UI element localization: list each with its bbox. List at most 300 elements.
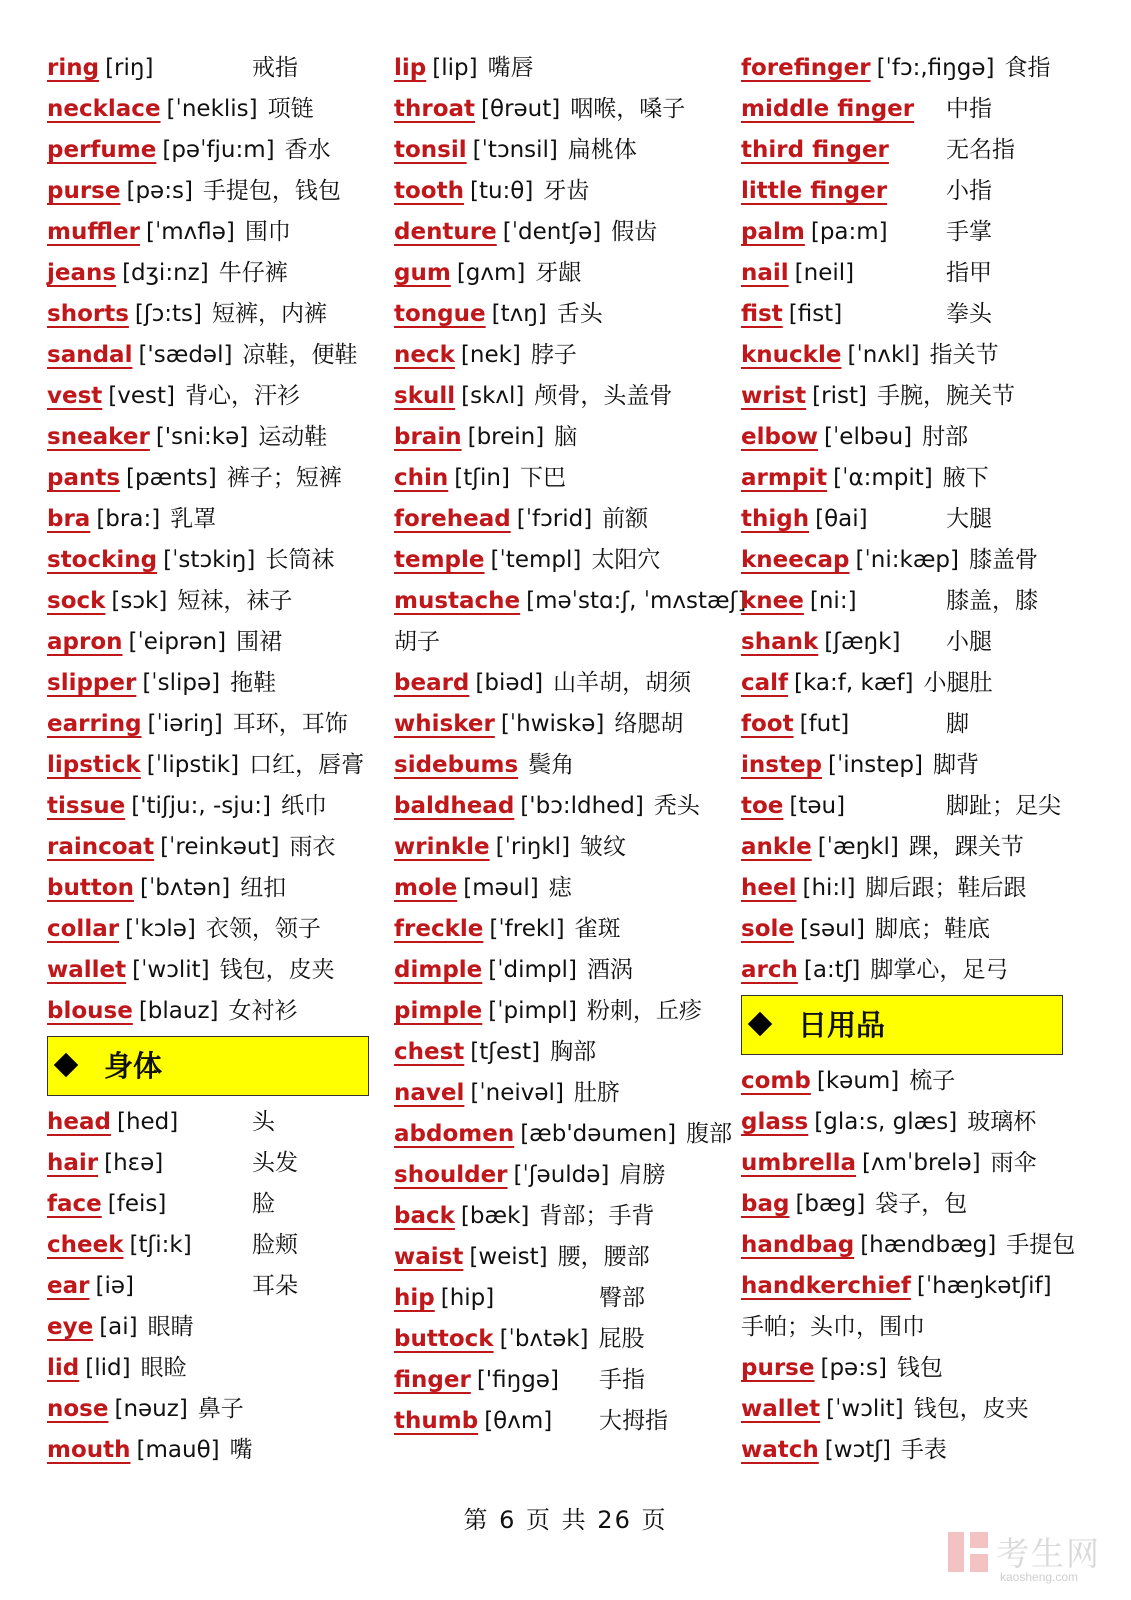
meaning: 膝盖，膝 xyxy=(946,588,1038,614)
phonetic: [ˈneklis] xyxy=(166,96,258,122)
vocab-word: chin xyxy=(394,465,449,491)
phonetic: [weist] xyxy=(469,1244,548,1270)
vocab-entry xyxy=(394,1319,724,1360)
meaning: 裤子；短裤 xyxy=(226,465,342,491)
meaning: 短袜，袜子 xyxy=(177,588,293,614)
vocab-entry xyxy=(741,663,1071,704)
phonetic: [ˈkɔlə] xyxy=(125,916,196,942)
meaning: 头 xyxy=(252,1109,275,1135)
vocab-word: necklace xyxy=(47,96,161,122)
vocab-entry xyxy=(47,130,377,171)
vocab-entry xyxy=(741,1389,1071,1430)
vocab-entry xyxy=(47,1389,377,1430)
meaning: 背心，汗衫 xyxy=(185,383,300,409)
phonetic: [fut] xyxy=(799,711,850,737)
vocab-word: tonsil xyxy=(394,137,467,163)
vocab-word: abdomen xyxy=(394,1121,515,1147)
meaning: 食指 xyxy=(1004,55,1051,81)
meaning: 围裙 xyxy=(236,629,283,655)
phonetic: [ˈreinkəut] xyxy=(160,834,280,860)
phonetic: [ˈbʌtən] xyxy=(140,875,231,901)
vocab-word: temple xyxy=(394,547,485,573)
vocab-entry xyxy=(394,827,724,868)
meaning: 雨衣 xyxy=(289,834,336,860)
vocab-entry xyxy=(741,1061,1071,1102)
meaning: 痣 xyxy=(548,875,572,901)
vocab-entry xyxy=(47,499,377,540)
meaning: 酒涡 xyxy=(586,957,633,983)
meaning: 背部；手背 xyxy=(539,1203,655,1229)
vocab-entry xyxy=(741,540,1071,581)
vocab-word: head xyxy=(47,1109,111,1135)
meaning: 大拇指 xyxy=(599,1408,668,1434)
vocab-entry xyxy=(394,786,724,827)
diamond-bullet-icon xyxy=(54,1053,78,1077)
meaning: 小腿肚 xyxy=(923,670,993,696)
vocab-entry xyxy=(741,909,1071,950)
vocab-entry xyxy=(741,48,1071,89)
meaning: 踝，踝关节 xyxy=(908,834,1024,860)
meaning: 手帕；头巾，围巾 xyxy=(741,1314,925,1340)
meaning: 脚背 xyxy=(933,752,980,778)
vocab-word: ring xyxy=(47,55,100,81)
vocab-entry xyxy=(741,786,1071,827)
meaning: 皱纹 xyxy=(580,834,627,860)
phonetic: [bra:] xyxy=(96,506,161,532)
vocab-word: sneaker xyxy=(47,424,150,450)
phonetic: ['bɔ:ldhed] xyxy=(520,793,644,819)
phonetic: [hip] xyxy=(440,1285,495,1311)
vocab-word: buttock xyxy=(394,1326,494,1352)
phonetic: [ˈinstep] xyxy=(828,752,924,778)
meaning: 牛仔裤 xyxy=(218,260,288,286)
phonetic: [pa:m] xyxy=(810,219,888,245)
vocab-word: pimple xyxy=(394,998,483,1024)
vocab-entry xyxy=(741,253,1071,294)
vocab-word: comb xyxy=(741,1068,811,1094)
vocab-entry xyxy=(741,130,1071,171)
meaning: 凉鞋，便鞋 xyxy=(242,342,358,368)
phonetic: ['sni:kə] xyxy=(155,424,249,450)
meaning: 脚 xyxy=(946,711,969,737)
phonetic: [biəd] xyxy=(475,670,544,696)
vocab-entry xyxy=(394,294,724,335)
phonetic: [brein] xyxy=(467,424,545,450)
vocab-word: third finger xyxy=(741,137,889,163)
vocab-entry xyxy=(741,827,1071,868)
vocab-word: tooth xyxy=(394,178,464,204)
vocab-entry xyxy=(741,212,1071,253)
phonetic: [ni:] xyxy=(809,588,857,614)
phonetic: [ˈtempl] xyxy=(490,547,582,573)
meaning: 咽喉，嗓子 xyxy=(570,96,686,122)
meaning: 眼睑 xyxy=(140,1355,187,1381)
meaning: 胸部 xyxy=(550,1039,597,1065)
vocab-word: freckle xyxy=(394,916,484,942)
meaning: 耳朵 xyxy=(252,1273,298,1299)
vocab-entry xyxy=(394,745,724,786)
phonetic: [feis] xyxy=(107,1191,167,1217)
diamond-bullet-icon xyxy=(748,1012,772,1036)
phonetic: [rist] xyxy=(812,383,867,409)
vocab-word: apron xyxy=(47,629,123,655)
vocab-word: ankle xyxy=(741,834,812,860)
section-title: 身体 xyxy=(104,1049,163,1083)
phonetic: [kəum] xyxy=(816,1068,900,1094)
phonetic: [ˈni:kæp] xyxy=(855,547,959,573)
phonetic: [ˈstɔkiŋ] xyxy=(163,547,256,573)
phonetic: [vest] xyxy=(108,383,175,409)
meaning: 前额 xyxy=(602,506,649,532)
logo-icon xyxy=(948,1532,988,1572)
meaning: 手表 xyxy=(900,1437,947,1463)
phonetic: [ʃɔ:ts] xyxy=(134,301,202,327)
vocab-entry xyxy=(741,1307,1071,1348)
vocab-entry xyxy=(47,1307,377,1348)
vocab-entry xyxy=(741,745,1071,786)
section-header xyxy=(741,995,1063,1055)
phonetic: [nek] xyxy=(460,342,521,368)
vocab-entry xyxy=(47,417,377,458)
meaning: 鼻子 xyxy=(197,1396,244,1422)
vocab-entry xyxy=(394,1032,724,1073)
vocab-word: face xyxy=(47,1191,102,1217)
meaning: 膝盖骨 xyxy=(969,547,1038,573)
vocab-entry xyxy=(741,1266,1071,1307)
vocab-entry xyxy=(741,335,1071,376)
vocab-entry xyxy=(394,1155,724,1196)
vocab-entry xyxy=(741,1184,1071,1225)
meaning: 小指 xyxy=(946,178,992,204)
meaning: 眼睛 xyxy=(147,1314,194,1340)
phonetic: [ˈdimpl] xyxy=(488,957,577,983)
phonetic: [fist] xyxy=(788,301,843,327)
vocab-word: calf xyxy=(741,670,789,696)
phonetic: [ˈhwiskə] xyxy=(500,711,605,737)
phonetic: [lid] xyxy=(85,1355,131,1381)
vocab-entry xyxy=(47,1102,377,1143)
section-title: 日用品 xyxy=(798,1008,886,1042)
vocab-entry xyxy=(47,581,377,622)
vocab-word: kneecap xyxy=(741,547,850,573)
phonetic: [tʃi:k] xyxy=(129,1232,192,1258)
meaning: 袋子，包 xyxy=(875,1191,968,1217)
vocab-word: wrinkle xyxy=(394,834,490,860)
meaning: 女衬衫 xyxy=(228,998,298,1024)
phonetic: [ka:f, kæf] xyxy=(794,670,914,696)
vocab-word: thumb xyxy=(394,1408,479,1434)
vocab-word: throat xyxy=(394,96,476,122)
meaning: 项链 xyxy=(267,96,314,122)
vocab-entry xyxy=(47,212,377,253)
section-header xyxy=(47,1036,369,1096)
vocab-word: back xyxy=(394,1203,455,1229)
meaning: 钱包，皮夹 xyxy=(913,1396,1029,1422)
vocab-word: shank xyxy=(741,629,819,655)
vocab-entry xyxy=(394,581,747,622)
vocab-entry xyxy=(47,909,377,950)
vocab-entry xyxy=(394,89,724,130)
vocab-word: thigh xyxy=(741,506,810,532)
phonetic: [məul] xyxy=(463,875,539,901)
meaning: 扁桃体 xyxy=(567,137,637,163)
vocab-entry xyxy=(741,417,1071,458)
vocab-entry xyxy=(741,499,1071,540)
phonetic: [ˈæŋkl] xyxy=(817,834,899,860)
meaning: 无名指 xyxy=(946,137,1015,163)
vocab-word: handbag xyxy=(741,1232,855,1258)
vocab-entry xyxy=(394,704,724,745)
phonetic: [neil] xyxy=(794,260,855,286)
vocab-word: elbow xyxy=(741,424,818,450)
vocab-word: stocking xyxy=(47,547,158,573)
vocab-word: cheek xyxy=(47,1232,124,1258)
vocab-word: pants xyxy=(47,465,121,491)
meaning: 围巾 xyxy=(244,219,291,245)
meaning: 络腮胡 xyxy=(614,711,684,737)
meaning: 大腿 xyxy=(946,506,992,532)
vocab-entry xyxy=(394,950,724,991)
vocab-entry xyxy=(47,868,377,909)
vocab-entry xyxy=(394,171,724,212)
watermark-url: kaosheng.com xyxy=(1000,1570,1079,1584)
phonetic: [wɔtʃ] xyxy=(824,1437,891,1463)
meaning: 指甲 xyxy=(946,260,992,286)
vocab-entry xyxy=(394,1196,724,1237)
phonetic: [pə:s] xyxy=(820,1355,887,1381)
vocab-entry xyxy=(741,1102,1071,1143)
vocab-entry xyxy=(47,48,377,89)
vocab-word: fist xyxy=(741,301,783,327)
vocab-word: hair xyxy=(47,1150,99,1176)
meaning: 乳罩 xyxy=(170,506,217,532)
vocab-entry xyxy=(394,1237,724,1278)
vocab-entry xyxy=(47,704,377,745)
vocab-entry xyxy=(741,1225,1076,1266)
vocab-word: blouse xyxy=(47,998,133,1024)
phonetic: [dʒi:nz] xyxy=(122,260,209,286)
vocab-word: foot xyxy=(741,711,794,737)
vocab-entry xyxy=(47,253,377,294)
meaning: 颅骨，头盖骨 xyxy=(534,383,673,409)
vocab-word: brain xyxy=(394,424,462,450)
meaning: 嘴唇 xyxy=(487,55,534,81)
meaning: 口红，唇膏 xyxy=(249,752,365,778)
vocab-word: sock xyxy=(47,588,106,614)
meaning: 长筒袜 xyxy=(265,547,335,573)
vocab-word: middle finger xyxy=(741,96,915,122)
vocab-entry xyxy=(394,212,724,253)
meaning: 臀部 xyxy=(599,1285,645,1311)
vocab-entry xyxy=(394,499,724,540)
vocab-word: mole xyxy=(394,875,458,901)
meaning: 纸巾 xyxy=(280,793,327,819)
phonetic: [hi:l] xyxy=(802,875,856,901)
phonetic: [ˈpimpl] xyxy=(488,998,577,1024)
vocab-word: watch xyxy=(741,1437,819,1463)
meaning: 脚后跟；鞋后跟 xyxy=(865,875,1027,901)
meaning: 腰，腰部 xyxy=(557,1244,650,1270)
phonetic: [ai] xyxy=(99,1314,138,1340)
phonetic: [a:tʃ] xyxy=(803,957,861,983)
meaning: 腹部 xyxy=(686,1121,733,1147)
meaning: 嘴 xyxy=(229,1437,253,1463)
meaning: 脸颊 xyxy=(252,1232,298,1258)
vocab-word: beard xyxy=(394,670,470,696)
vocab-entry xyxy=(394,253,724,294)
phonetic: [iə] xyxy=(95,1273,134,1299)
vocab-word: perfume xyxy=(47,137,157,163)
vocab-word: lipstick xyxy=(47,752,141,778)
meaning: 肩膀 xyxy=(619,1162,666,1188)
vocab-word: sole xyxy=(741,916,794,942)
vocab-entry xyxy=(394,1401,724,1442)
phonetic: [pænts] xyxy=(126,465,217,491)
vocab-word: vest xyxy=(47,383,103,409)
meaning: 钱包，皮夹 xyxy=(219,957,335,983)
meaning: 手提包，钱包 xyxy=(202,178,341,204)
meaning: 拳头 xyxy=(946,301,992,327)
vocab-word: sandal xyxy=(47,342,133,368)
phonetic: [ˈhæŋkətʃif] xyxy=(916,1273,1052,1299)
vocab-word: neck xyxy=(394,342,455,368)
phonetic: [ʌmˈbrelə] xyxy=(862,1150,981,1176)
phonetic: [hed] xyxy=(116,1109,179,1135)
vocab-entry xyxy=(741,950,1071,991)
phonetic: ['fiŋgə] xyxy=(476,1367,559,1393)
phonetic: [ˈfrekl] xyxy=(489,916,565,942)
vocab-word: little finger xyxy=(741,178,888,204)
vocab-word: instep xyxy=(741,752,823,778)
vocab-entry xyxy=(741,622,1071,663)
vocab-word: tongue xyxy=(394,301,486,327)
meaning: 脸 xyxy=(252,1191,275,1217)
phonetic: [riŋ] xyxy=(105,55,154,81)
vocab-entry xyxy=(47,1143,377,1184)
vocab-entry xyxy=(394,868,724,909)
vocab-entry xyxy=(394,335,724,376)
vocab-word: navel xyxy=(394,1080,465,1106)
watermark-text: 考生网 xyxy=(996,1534,1101,1573)
vocab-word: muffler xyxy=(47,219,140,245)
phonetic: ['sædəl] xyxy=(138,342,233,368)
phonetic: [ʃæŋk] xyxy=(824,629,901,655)
meaning: 运动鞋 xyxy=(258,424,328,450)
vocab-entry xyxy=(394,376,724,417)
vocab-word: forefinger xyxy=(741,55,871,81)
meaning: 假齿 xyxy=(611,219,658,245)
meaning: 香水 xyxy=(284,137,331,163)
phonetic: [ˈfɔ:,fiŋgə] xyxy=(876,55,995,81)
vocab-entry xyxy=(394,622,724,663)
meaning: 头发 xyxy=(252,1150,298,1176)
vocab-entry xyxy=(394,130,724,171)
vocab-word: purse xyxy=(741,1355,815,1381)
vocab-word: eye xyxy=(47,1314,94,1340)
meaning: 拖鞋 xyxy=(230,670,277,696)
phonetic: [ˈwɔlit] xyxy=(826,1396,904,1422)
vocab-entry xyxy=(741,868,1071,909)
vocab-word: shorts xyxy=(47,301,129,327)
phonetic: [ˈiəriŋ] xyxy=(147,711,223,737)
meaning: 玻璃杯 xyxy=(967,1109,1037,1135)
vocab-word: hip xyxy=(394,1285,435,1311)
meaning: 梳子 xyxy=(909,1068,956,1094)
phonetic: [ˈbʌtək] xyxy=(499,1326,589,1352)
phonetic: [hɛə] xyxy=(104,1150,164,1176)
vocab-entry xyxy=(741,458,1071,499)
vocab-entry xyxy=(47,827,377,868)
phonetic: [tu:θ] xyxy=(469,178,534,204)
phonetic: [skʌl] xyxy=(461,383,525,409)
phonetic: [gla:s, glæs] xyxy=(814,1109,958,1135)
vocab-word: knee xyxy=(741,588,804,614)
vocab-entry xyxy=(394,417,724,458)
meaning: 肚脐 xyxy=(573,1080,620,1106)
phonetic: [ˈeiprən] xyxy=(128,629,227,655)
vocab-word: armpit xyxy=(741,465,828,491)
vocab-entry xyxy=(47,745,377,786)
phonetic: [ˈmʌflə] xyxy=(145,219,235,245)
meaning: 雨伞 xyxy=(990,1150,1037,1176)
vocab-word: mustache xyxy=(394,588,521,614)
vocab-entry xyxy=(47,1225,377,1266)
phonetic: [θʌm] xyxy=(484,1408,553,1434)
meaning: 中指 xyxy=(946,96,992,122)
meaning: 短裤，内裤 xyxy=(211,301,327,327)
meaning: 秃头 xyxy=(653,793,700,819)
phonetic: [ˈnʌkl] xyxy=(847,342,920,368)
vocab-entry xyxy=(47,1348,377,1389)
phonetic: [ˈslipə] xyxy=(142,670,221,696)
vocab-entry xyxy=(47,1430,377,1471)
page-footer: 第 6 页 共 26 页 xyxy=(463,1506,668,1534)
meaning: 手提包 xyxy=(1006,1232,1076,1258)
vocab-word: earring xyxy=(47,711,142,737)
vocab-entry xyxy=(394,991,724,1032)
vocab-word: tissue xyxy=(47,793,126,819)
vocab-word: handkerchief xyxy=(741,1273,911,1299)
meaning: 下巴 xyxy=(519,465,566,491)
meaning: 衣领，领子 xyxy=(205,916,321,942)
vocab-entry xyxy=(741,1348,1071,1389)
watermark xyxy=(948,1528,1108,1588)
meaning: 太阳穴 xyxy=(591,547,661,573)
phonetic: [məˈstɑ:ʃ, ˈmʌstæʃ] xyxy=(526,588,747,614)
meaning: 手腕，腕关节 xyxy=(876,383,1015,409)
vocab-word: bag xyxy=(741,1191,790,1217)
phonetic: [təu] xyxy=(789,793,846,819)
phonetic: [tʌŋ] xyxy=(491,301,547,327)
phonetic: [gʌm] xyxy=(456,260,526,286)
vocab-entry xyxy=(47,663,377,704)
meaning: 牙龈 xyxy=(535,260,582,286)
vocab-entry xyxy=(47,1184,377,1225)
meaning: 手指 xyxy=(599,1367,645,1393)
vocab-word: whisker xyxy=(394,711,495,737)
phonetic: [ˈlipstik] xyxy=(146,752,240,778)
vocab-entry xyxy=(394,1114,733,1155)
vocab-word: wrist xyxy=(741,383,807,409)
vocab-entry xyxy=(47,540,377,581)
meaning: 脚底；鞋底 xyxy=(875,916,991,942)
vocab-word: baldhead xyxy=(394,793,515,819)
vocab-word: button xyxy=(47,875,135,901)
vocab-word: gum xyxy=(394,260,451,286)
vocab-word: palm xyxy=(741,219,805,245)
phonetic: [ˈdentʃə] xyxy=(502,219,602,245)
vocab-entry xyxy=(47,991,377,1032)
